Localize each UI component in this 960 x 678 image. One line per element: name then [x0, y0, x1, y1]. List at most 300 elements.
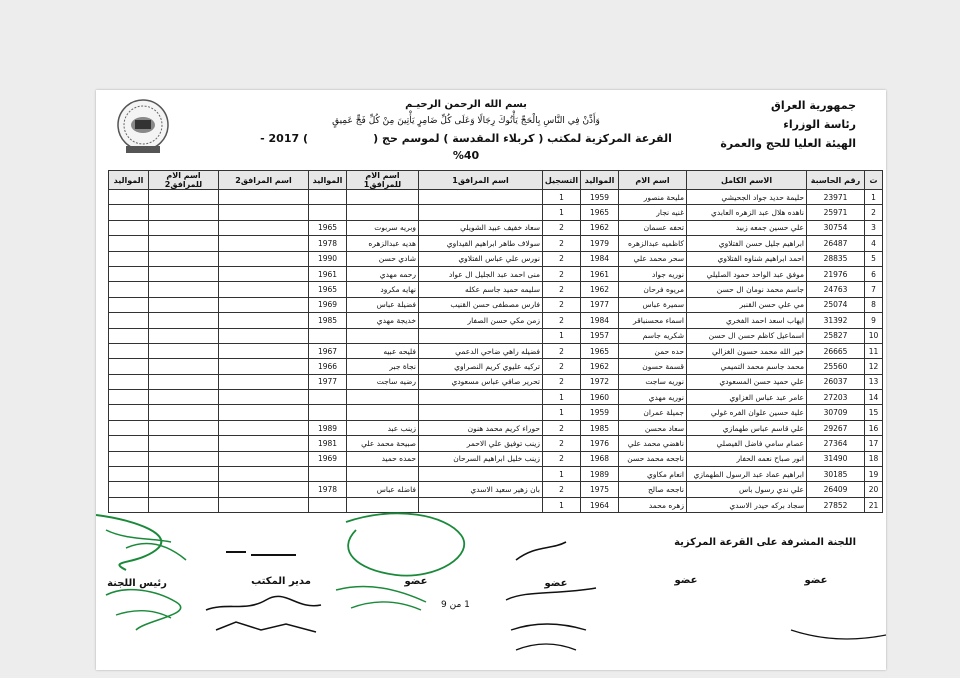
mother-name-cell: اسماء محسنباقر	[619, 313, 687, 328]
row-number-cell: 9	[865, 313, 883, 328]
full-name-cell: عصام سامي فاضل الفيصلي	[687, 436, 807, 451]
companion1-birth-cell: 1978	[309, 236, 347, 251]
computer-number-cell: 25971	[807, 205, 865, 220]
full-name-cell: جاسم محمد نومان ال حسن	[687, 282, 807, 297]
mother-name-cell: شكريه جاسم	[619, 328, 687, 343]
companion2-name-cell	[219, 405, 309, 420]
row-number-cell: 8	[865, 297, 883, 312]
row-number-cell: 14	[865, 390, 883, 405]
mother-name-cell: مريوه فرحان	[619, 282, 687, 297]
emblem-seal-icon	[114, 98, 172, 156]
companion1-birth-cell: 1966	[309, 359, 347, 374]
companion1-birth-cell: 1989	[309, 420, 347, 435]
companion2-name-cell	[219, 420, 309, 435]
computer-number-cell: 27852	[807, 497, 865, 512]
mother-name-cell: سعاد محسن	[619, 420, 687, 435]
companion2-name-cell	[219, 190, 309, 205]
companion1-mother-cell: فليحه عبيه	[347, 343, 419, 358]
companion1-name-cell: منى احمد عبد الجليل ال عواد	[419, 266, 543, 281]
row-number-cell: 12	[865, 359, 883, 374]
computer-number-cell: 31392	[807, 313, 865, 328]
full-name-cell: حليمة حديد جواد الجحيشي	[687, 190, 807, 205]
row-number-cell: 1	[865, 190, 883, 205]
companion2-name-cell	[219, 374, 309, 389]
member-label-2: عضو	[674, 575, 698, 586]
registration-cell: 1	[543, 497, 581, 512]
companion1-name-cell	[419, 497, 543, 512]
companion2-name-cell	[219, 313, 309, 328]
birth-year-cell: 1989	[581, 467, 619, 482]
birth-year-cell: 1959	[581, 405, 619, 420]
companion1-mother-cell: فاضله عباس	[347, 482, 419, 497]
companion1-mother-cell: وبريه سربوت	[347, 220, 419, 235]
registration-cell: 2	[543, 451, 581, 466]
birth-year-cell: 1979	[581, 236, 619, 251]
computer-number-cell: 25827	[807, 328, 865, 343]
companion2-mother-cell	[149, 251, 219, 266]
companion2-mother-cell	[149, 205, 219, 220]
companion2-birth-cell	[109, 328, 149, 343]
companion2-name-cell	[219, 497, 309, 512]
republic-label: جمهورية العراق	[771, 99, 856, 112]
table-row	[109, 220, 883, 235]
computer-number-cell: 31490	[807, 451, 865, 466]
table-row	[109, 390, 883, 405]
companion2-mother-cell	[149, 297, 219, 312]
table-row	[109, 420, 883, 435]
registration-cell: 1	[543, 467, 581, 482]
companion2-name-cell	[219, 482, 309, 497]
companion2-mother-cell	[149, 328, 219, 343]
table-row	[109, 436, 883, 451]
companion2-mother-cell	[149, 343, 219, 358]
companion2-birth-cell	[109, 220, 149, 235]
full-name-cell: ايهاب اسعد احمد الفخري	[687, 313, 807, 328]
companion2-birth-cell	[109, 497, 149, 512]
companion1-mother-cell: خديجة مهدي	[347, 313, 419, 328]
companion1-birth-cell: 1967	[309, 343, 347, 358]
full-name-cell: اسماعيل كاظم حسن ال حسن	[687, 328, 807, 343]
registration-cell: 2	[543, 436, 581, 451]
member-label-4: عضو	[404, 576, 428, 587]
birth-year-cell: 1960	[581, 390, 619, 405]
registration-cell: 2	[543, 313, 581, 328]
companion1-birth-cell: 1981	[309, 436, 347, 451]
lottery-prefix: القرعة المركزية لمكتب (	[538, 132, 672, 145]
companion2-mother-cell	[149, 405, 219, 420]
companion2-birth-cell	[109, 482, 149, 497]
companion1-name-cell: نورس علي عباس الفتلاوي	[419, 251, 543, 266]
companion2-name-cell	[219, 205, 309, 220]
table-body	[109, 190, 883, 513]
mother-name-cell: قسمة حسون	[619, 359, 687, 374]
mother-name-cell: سحر محمد علي	[619, 251, 687, 266]
companion2-mother-cell	[149, 266, 219, 281]
column-header: المواليد	[109, 171, 149, 190]
row-number-cell: 2	[865, 205, 883, 220]
companion2-birth-cell	[109, 390, 149, 405]
column-header: اسم المرافق2	[219, 171, 309, 190]
companion2-birth-cell	[109, 313, 149, 328]
mother-name-cell: جميلة عمران	[619, 405, 687, 420]
mother-name-cell: حده حمن	[619, 343, 687, 358]
mother-name-cell: مليحة منصور	[619, 190, 687, 205]
row-number-cell: 19	[865, 467, 883, 482]
registration-cell: 1	[543, 390, 581, 405]
season-label: ) لموسم حج	[382, 132, 449, 145]
row-number-cell: 15	[865, 405, 883, 420]
row-number-cell: 7	[865, 282, 883, 297]
season-year: 2017 - 40%	[260, 132, 480, 162]
companion1-mother-cell	[347, 190, 419, 205]
mother-name-cell: سميرة عباس	[619, 297, 687, 312]
companion2-name-cell	[219, 467, 309, 482]
companion2-birth-cell	[109, 343, 149, 358]
companion2-mother-cell	[149, 497, 219, 512]
companion1-mother-cell	[347, 328, 419, 343]
full-name-cell: ابراهيم عماد عبد الرسول الطهمازي	[687, 467, 807, 482]
row-number-cell: 21	[865, 497, 883, 512]
full-name-cell: ابراهيم جليل حسن الفتلاوي	[687, 236, 807, 251]
table-row	[109, 313, 883, 328]
full-name-cell: ناهده هلال عبد الزهره العابدي	[687, 205, 807, 220]
companion1-birth-cell	[309, 190, 347, 205]
registration-cell: 2	[543, 282, 581, 297]
companion2-mother-cell	[149, 420, 219, 435]
companion1-name-cell: سعاد خفيف عبيد الشويلي	[419, 220, 543, 235]
companion2-name-cell	[219, 236, 309, 251]
companion2-name-cell	[219, 220, 309, 235]
companion1-mother-cell	[347, 205, 419, 220]
table-row	[109, 328, 883, 343]
companion2-name-cell	[219, 343, 309, 358]
mother-name-cell: انعام مكاوي	[619, 467, 687, 482]
table-header-row	[109, 171, 883, 190]
companion1-birth-cell: 1990	[309, 251, 347, 266]
mother-name-cell: زهره محمد	[619, 497, 687, 512]
column-header: رقم الحاسبة	[807, 171, 865, 190]
registration-cell: 2	[543, 266, 581, 281]
companion2-name-cell	[219, 359, 309, 374]
table-row	[109, 236, 883, 251]
birth-year-cell: 1961	[581, 266, 619, 281]
companion2-birth-cell	[109, 405, 149, 420]
quran-verse: وَأَذِّنْ فِي النَّاسِ بِالْحَجِّ يَأْتُوكَ رِجَالًا وَعَلَى كُلِّ ضَامِرٍ يَأْتِينَ مِنْ كُلِّ فَجٍّ عَمِيقٍ	[332, 116, 600, 126]
row-number-cell: 6	[865, 266, 883, 281]
companion1-name-cell: حوراء كريم محمد هنون	[419, 420, 543, 435]
registration-cell: 2	[543, 420, 581, 435]
registration-cell: 2	[543, 359, 581, 374]
birth-year-cell: 1957	[581, 328, 619, 343]
birth-year-cell: 1962	[581, 359, 619, 374]
companion2-mother-cell	[149, 374, 219, 389]
birth-year-cell: 1977	[581, 297, 619, 312]
full-name-cell: علي حميد حسن المسعودي	[687, 374, 807, 389]
companion1-name-cell	[419, 405, 543, 420]
computer-number-cell: 23971	[807, 190, 865, 205]
computer-number-cell: 25560	[807, 359, 865, 374]
companion2-name-cell	[219, 436, 309, 451]
column-header: ت	[865, 171, 883, 190]
row-number-cell: 10	[865, 328, 883, 343]
companion2-mother-cell	[149, 482, 219, 497]
basmala: بسم الله الرحمن الرحيـم	[405, 99, 527, 110]
birth-year-cell: 1968	[581, 451, 619, 466]
companion1-name-cell: فضيله راهي ضاحي الدعمي	[419, 343, 543, 358]
registration-cell: 1	[543, 190, 581, 205]
companion1-name-cell: بان زهير سعيد الاسدي	[419, 482, 543, 497]
companion1-birth-cell	[309, 467, 347, 482]
registration-cell: 2	[543, 236, 581, 251]
table-row	[109, 467, 883, 482]
companion2-mother-cell	[149, 359, 219, 374]
row-number-cell: 13	[865, 374, 883, 389]
registration-cell: 2	[543, 220, 581, 235]
birth-year-cell: 1959	[581, 190, 619, 205]
row-number-cell: 18	[865, 451, 883, 466]
column-header: المواليد	[581, 171, 619, 190]
mother-name-cell: نوريه ساجت	[619, 374, 687, 389]
companion1-name-cell	[419, 390, 543, 405]
full-name-cell: علية حسين علوان الفره غولي	[687, 405, 807, 420]
table-row	[109, 451, 883, 466]
companion2-mother-cell	[149, 390, 219, 405]
companion1-mother-cell: رضيه ساجت	[347, 374, 419, 389]
companion1-name-cell	[419, 205, 543, 220]
computer-number-cell: 27364	[807, 436, 865, 451]
birth-year-cell: 1965	[581, 205, 619, 220]
companion1-birth-cell	[309, 390, 347, 405]
computer-number-cell: 29267	[807, 420, 865, 435]
row-number-cell: 5	[865, 251, 883, 266]
full-name-cell: مي علي حسن القنبر	[687, 297, 807, 312]
column-header: التسجيل	[543, 171, 581, 190]
computer-number-cell: 30185	[807, 467, 865, 482]
companion1-mother-cell	[347, 497, 419, 512]
full-name-cell: موفق عبد الواحد حمود الصليلي	[687, 266, 807, 281]
table-row	[109, 251, 883, 266]
birth-year-cell: 1985	[581, 420, 619, 435]
full-name-cell: خير الله محمد حسون الغزالي	[687, 343, 807, 358]
companion2-name-cell	[219, 282, 309, 297]
committee-title: اللجنة المشرفة على القرعة المركزية	[674, 537, 856, 548]
row-number-cell: 20	[865, 482, 883, 497]
companion1-birth-cell	[309, 205, 347, 220]
companion2-name-cell	[219, 251, 309, 266]
computer-number-cell: 27203	[807, 390, 865, 405]
companion2-birth-cell	[109, 436, 149, 451]
commission-label: الهيئة العليا للحج والعمرة	[720, 137, 856, 150]
companion1-mother-cell: زينب عبد	[347, 420, 419, 435]
companion1-birth-cell: 1969	[309, 451, 347, 466]
computer-number-cell: 21976	[807, 266, 865, 281]
companion1-birth-cell: 1965	[309, 282, 347, 297]
registration-cell: 1	[543, 205, 581, 220]
companion2-name-cell	[219, 328, 309, 343]
member-label-3: عضو	[544, 578, 568, 589]
full-name-cell: علي قاسم عباس طهمازي	[687, 420, 807, 435]
table-row	[109, 482, 883, 497]
header-center	[246, 96, 686, 164]
companion2-birth-cell	[109, 251, 149, 266]
companion2-birth-cell	[109, 190, 149, 205]
mother-name-cell: ناجحه صالح	[619, 482, 687, 497]
row-number-cell: 3	[865, 220, 883, 235]
document-page	[96, 90, 886, 670]
presidency-label: رئاسة الوزراء	[783, 118, 856, 131]
companion2-birth-cell	[109, 282, 149, 297]
mother-name-cell: غنيه نجار	[619, 205, 687, 220]
mother-name-cell: نوريه جواد	[619, 266, 687, 281]
companion1-birth-cell	[309, 405, 347, 420]
computer-number-cell: 25074	[807, 297, 865, 312]
mother-name-cell: كاظميه عبدالزهره	[619, 236, 687, 251]
companion2-name-cell	[219, 451, 309, 466]
mother-name-cell: نوريه مهدي	[619, 390, 687, 405]
companion2-birth-cell	[109, 374, 149, 389]
companion1-name-cell: سولاف طاهر ابراهيم القيداوي	[419, 236, 543, 251]
computer-number-cell: 24763	[807, 282, 865, 297]
row-number-cell: 4	[865, 236, 883, 251]
member-label-1: عضو	[804, 575, 828, 586]
companion1-birth-cell: 1978	[309, 482, 347, 497]
companion2-birth-cell	[109, 266, 149, 281]
companion2-mother-cell	[149, 282, 219, 297]
birth-year-cell: 1964	[581, 497, 619, 512]
companion2-birth-cell	[109, 420, 149, 435]
companion1-mother-cell: شادي حسن	[347, 251, 419, 266]
birth-year-cell: 1984	[581, 313, 619, 328]
companion2-mother-cell	[149, 451, 219, 466]
companion1-birth-cell	[309, 497, 347, 512]
column-header: اسم الام	[619, 171, 687, 190]
birth-year-cell: 1975	[581, 482, 619, 497]
companion2-name-cell	[219, 390, 309, 405]
office-manager-label: مدير المكتب	[251, 576, 311, 587]
companion1-name-cell: سليمه حميد جاسم عكله	[419, 282, 543, 297]
birth-year-cell: 1962	[581, 282, 619, 297]
companion2-birth-cell	[109, 236, 149, 251]
table-row	[109, 266, 883, 281]
pilgrims-table	[108, 170, 883, 513]
table-row	[109, 343, 883, 358]
companion2-mother-cell	[149, 220, 219, 235]
computer-number-cell: 26409	[807, 482, 865, 497]
mother-name-cell: ناجحه محمد حسن	[619, 451, 687, 466]
registration-cell: 2	[543, 251, 581, 266]
companion2-mother-cell	[149, 313, 219, 328]
header-right	[686, 96, 856, 153]
companion1-mother-cell: هديه عبدالزهره	[347, 236, 419, 251]
companion1-name-cell	[419, 467, 543, 482]
companion1-mother-cell	[347, 467, 419, 482]
registration-cell: 1	[543, 405, 581, 420]
office-name: كربلاء المقدسة	[452, 132, 535, 145]
table-row	[109, 190, 883, 205]
companion1-name-cell	[419, 190, 543, 205]
table-row	[109, 374, 883, 389]
mother-name-cell: تحفه عسمان	[619, 220, 687, 235]
companion2-birth-cell	[109, 205, 149, 220]
companion2-birth-cell	[109, 451, 149, 466]
companion1-mother-cell: حمده حميد	[347, 451, 419, 466]
computer-number-cell: 26665	[807, 343, 865, 358]
lottery-title	[246, 130, 686, 164]
column-header: اسم الام للمرافق2	[149, 171, 219, 190]
row-number-cell: 16	[865, 420, 883, 435]
full-name-cell: احمد ابراهيم شناوه الفتلاوي	[687, 251, 807, 266]
companion1-mother-cell: نهايه مكرود	[347, 282, 419, 297]
registration-cell: 2	[543, 297, 581, 312]
companion2-birth-cell	[109, 359, 149, 374]
companion1-name-cell: زينب خليل ابراهيم السرحان	[419, 451, 543, 466]
companion2-name-cell	[219, 266, 309, 281]
table-row	[109, 205, 883, 220]
computer-number-cell: 30709	[807, 405, 865, 420]
companion1-birth-cell: 1969	[309, 297, 347, 312]
companion1-mother-cell: نجاة جبر	[347, 359, 419, 374]
table-row	[109, 282, 883, 297]
column-header: اسم المرافق1	[419, 171, 543, 190]
companion2-name-cell	[219, 297, 309, 312]
companion1-name-cell: زينب توفيق علي الاحمر	[419, 436, 543, 451]
column-header: الاسم الكامل	[687, 171, 807, 190]
birth-year-cell: 1984	[581, 251, 619, 266]
birth-year-cell: 1962	[581, 220, 619, 235]
companion2-mother-cell	[149, 236, 219, 251]
registration-cell: 1	[543, 328, 581, 343]
companion2-mother-cell	[149, 436, 219, 451]
companion2-birth-cell	[109, 467, 149, 482]
close-bracket: ( )	[303, 132, 379, 145]
registration-cell: 2	[543, 343, 581, 358]
full-name-cell: انور صباح نعمه الحفار	[687, 451, 807, 466]
full-name-cell: علي ندي رسول باس	[687, 482, 807, 497]
companion1-mother-cell: صبيحة محمد علي	[347, 436, 419, 451]
companion1-mother-cell	[347, 405, 419, 420]
companion1-birth-cell	[309, 328, 347, 343]
committee-head-label: رئيس اللجنة	[107, 578, 167, 589]
companion1-name-cell	[419, 328, 543, 343]
companion1-mother-cell: فضيلة عباس	[347, 297, 419, 312]
row-number-cell: 17	[865, 436, 883, 451]
mother-name-cell: ناهضي محمد علي	[619, 436, 687, 451]
companion1-name-cell: تحرير صافي عباس مسعودي	[419, 374, 543, 389]
row-number-cell: 11	[865, 343, 883, 358]
full-name-cell: علي حسين جمعه زبيد	[687, 220, 807, 235]
computer-number-cell: 26037	[807, 374, 865, 389]
table-row	[109, 405, 883, 420]
page-number: 1 من 9	[441, 600, 470, 610]
column-header: اسم الام للمرافق1	[347, 171, 419, 190]
companion1-mother-cell	[347, 390, 419, 405]
full-name-cell: محمد جاسم محمد التميمي	[687, 359, 807, 374]
birth-year-cell: 1976	[581, 436, 619, 451]
computer-number-cell: 26487	[807, 236, 865, 251]
companion2-birth-cell	[109, 297, 149, 312]
companion1-name-cell: تركيه عليوي كريم النصراوي	[419, 359, 543, 374]
full-name-cell: عامر عبد عباس الغزاوي	[687, 390, 807, 405]
registration-cell: 2	[543, 374, 581, 389]
registration-cell: 2	[543, 482, 581, 497]
companion1-name-cell: زمن مكي حسن الصفار	[419, 313, 543, 328]
companion1-birth-cell: 1977	[309, 374, 347, 389]
companion2-mother-cell	[149, 190, 219, 205]
companion2-mother-cell	[149, 467, 219, 482]
computer-number-cell: 30754	[807, 220, 865, 235]
column-header: المواليد	[309, 171, 347, 190]
table-row	[109, 497, 883, 512]
